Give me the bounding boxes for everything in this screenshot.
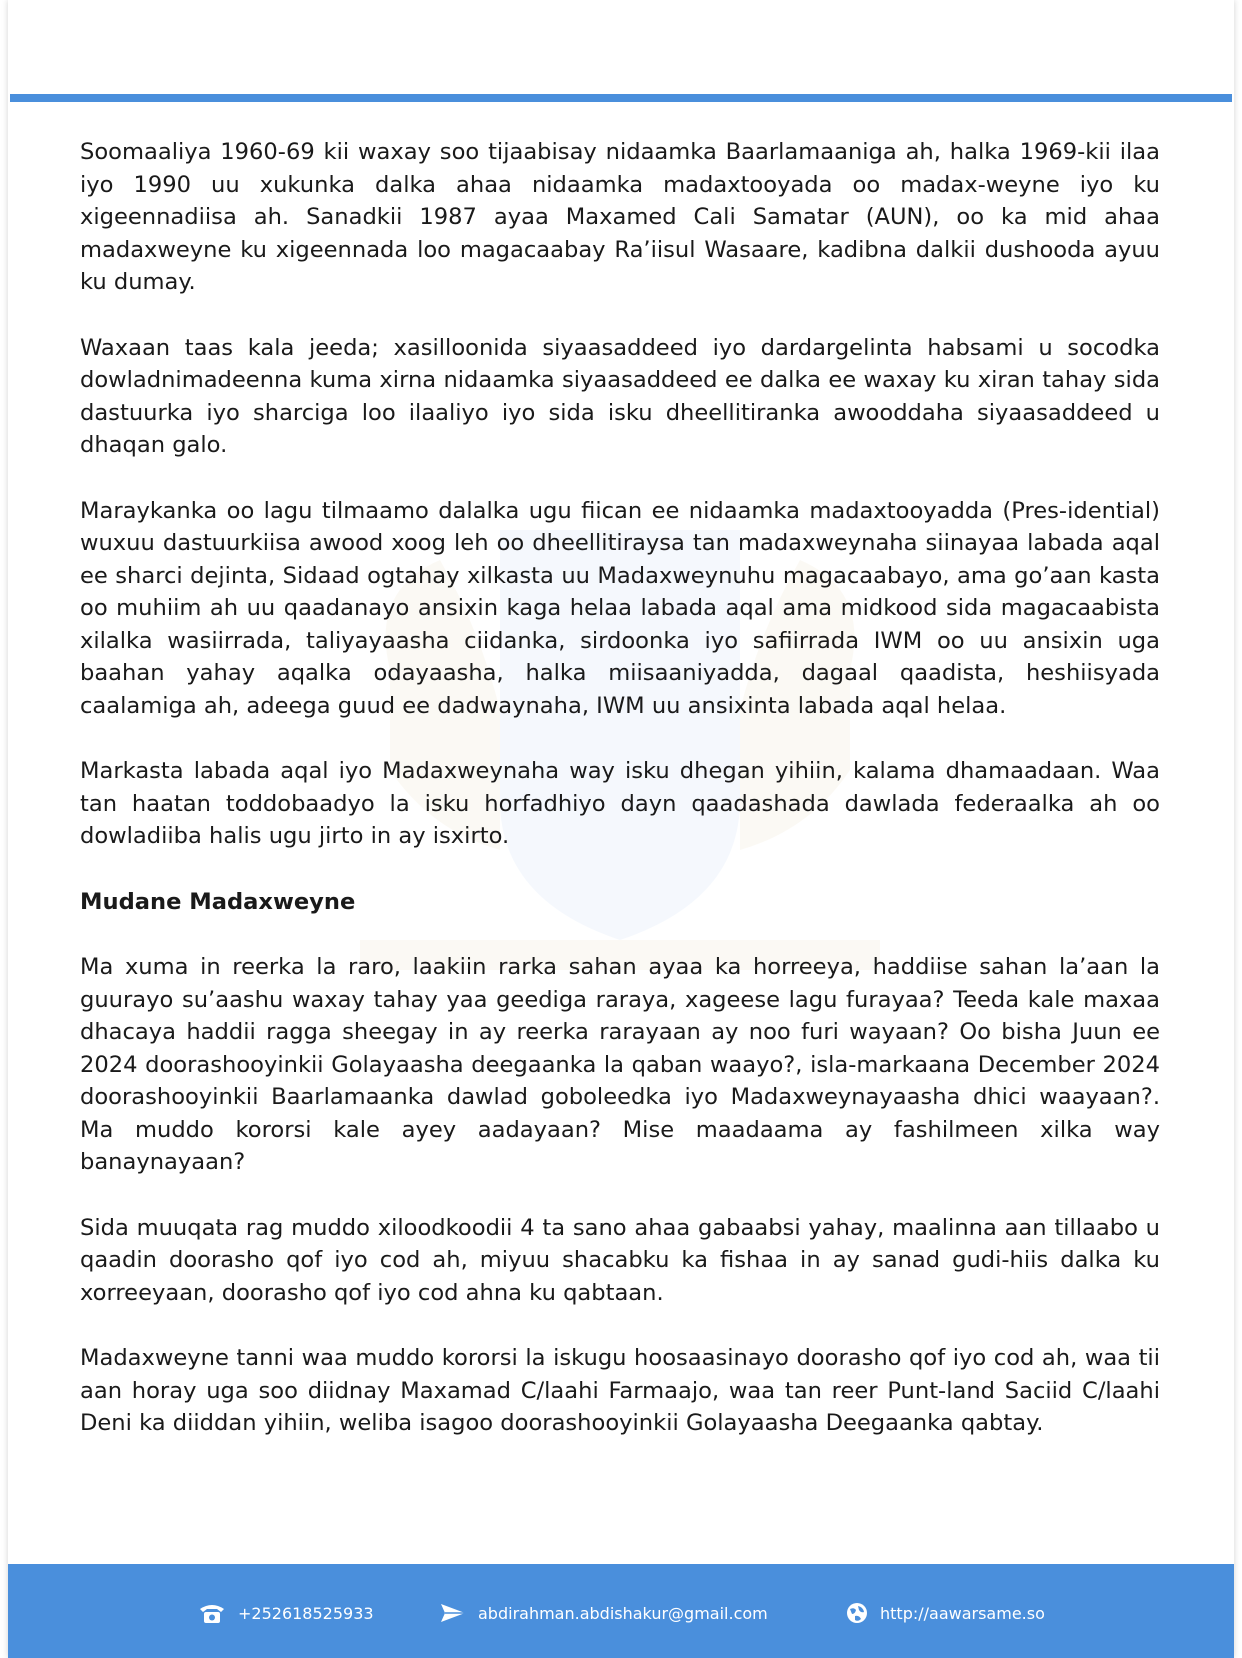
website-url: http://aawarsame.so — [880, 1603, 1045, 1623]
paragraph-1: Soomaaliya 1960-69 kii waxay soo tijaabisay nidaamka Baarlamaaniga ah, halka 1969-kii ilaa iyo 1990 uu xukunka dalka ahaa nidaamka madaxtooyada oo madax-weyne iyo ku xigeennadiisa ah. Sanadkii 1987 ayaa Maxamed Cali Samatar (AUN), oo ka mid ahaa madaxweyne ku xigeennada loo magacaabay Ra’iisul Wasaare, kadibna dalkii dushooda ayuu ku dumay. — [80, 139, 1160, 295]
footer-website[interactable] — [846, 1600, 1045, 1626]
phone-icon — [198, 1602, 226, 1624]
paragraph-2: Waxaan taas kala jeeda; xasilloonida siyaasaddeed iyo dardargelinta habsami u socodka dowladnimadeenna kuma xirna nidaamka siyaasaddeed ee dalka ee waxay ku xiran tahay sida dastuurka iyo sharciga loo ilaaliyo iyo sida isku dheellitiranka awooddaha siyaasaddeed u dhaqan galo. — [80, 334, 1160, 458]
paragraph-6: Sida muuqata rag muddo xiloodkoodii 4 ta sano ahaa gabaabsi yahay, maalinna aan tillaabo u qaadin doorasho qof iyo cod ah, miyuu shacabku ka fishaa in ay sanad gudi-hiis dalka ku xorreeyaan, doorasho qof iyo cod ahna ku qabtaan. — [80, 1214, 1160, 1306]
paragraph-7: Madaxweyne tanni waa muddo kororsi la iskugu hoosaasinayo doorasho qof iyo cod ah, waa tii aan horay uga soo diidnay Maxamad C/laahi Farmaajo, waa tan reer Punt-land Saciid C/laahi Deni ka diiddan yihiin, weliba isagoo doorashooyinkii Golayaasha Deegaanka qabtay. — [80, 1345, 1160, 1436]
phone-number: +252618525933 — [238, 1603, 374, 1623]
paragraph-3: Maraykanka oo lagu tilmaamo dalalka ugu fiican ee nidaamka madaxtooyadda (Pres-idential) wuxuu dastuurkiisa awood xoog leh oo dheellitiraysa tan madaxweynaha siinayaa labada aqal ee sharci dejinta, Sidaad ogtahay xilkasta uu Madaxweynuhu magacaabayo, ama go’aan kasta oo muhiim ah uu qaadanayo ansixin kaga helaa labada aqal ama midkood sida magacaabista xilalka wasiirrada, taliyayaasha ciidanka, sirdoonka iyo safiirrada IWM oo uu ansixin uga baahan yahay aqalka odayaasha, halka miisaaniyadda, dagaal qaadista, heshiisyada caalamiga ah, adeega guud ee dadwaynaha, IWM uu ansixinta labada aqal helaa. — [80, 497, 1160, 719]
footer-email[interactable] — [440, 1600, 768, 1626]
paper-plane-icon — [440, 1602, 466, 1624]
header-rule — [10, 94, 1232, 102]
footer-phone[interactable] — [198, 1600, 374, 1626]
footer-bar — [8, 1564, 1234, 1658]
letter-body — [80, 136, 1160, 1473]
section-heading: Mudane Madaxweyne — [80, 888, 356, 915]
paragraph-4: Markasta labada aqal iyo Madaxweynaha way isku dhegan yihiin, kalama dhamaadaan. Waa tan haatan toddobaadyo la isku horfadhiyo dayn qaadashada dawlada federaalka ah oo dowladiiba halis ugu jirto in ay isxirto. — [80, 758, 1160, 849]
globe-icon — [846, 1602, 868, 1624]
email-address: abdirahman.abdishakur@gmail.com — [478, 1603, 768, 1623]
paragraph-5: Ma xuma in reerka la raro, laakiin rarka sahan ayaa ka horreeya, haddiise sahan la’aan la guurayo su’aashu waxay tahay yaa geediga raraya, xageese lagu furayaa? Teeda kale maxaa dhacaya haddii ragga sheegay in ay reerka rarayaan ay noo furi wayaan? Oo bisha Juun ee 2024 doorashooyinkii Golayaasha deegaanka la qaban waayo?, isla-markaana December 2024 doorashooyinkii Baarlamaanka dawlad goboleedka iyo Madaxweynayaasha dhici waayaan?. Ma muddo kororsi kale ayey aadayaan? Mise maadaama ay fashilmeen xilka way banaynayaan? — [80, 954, 1160, 1175]
